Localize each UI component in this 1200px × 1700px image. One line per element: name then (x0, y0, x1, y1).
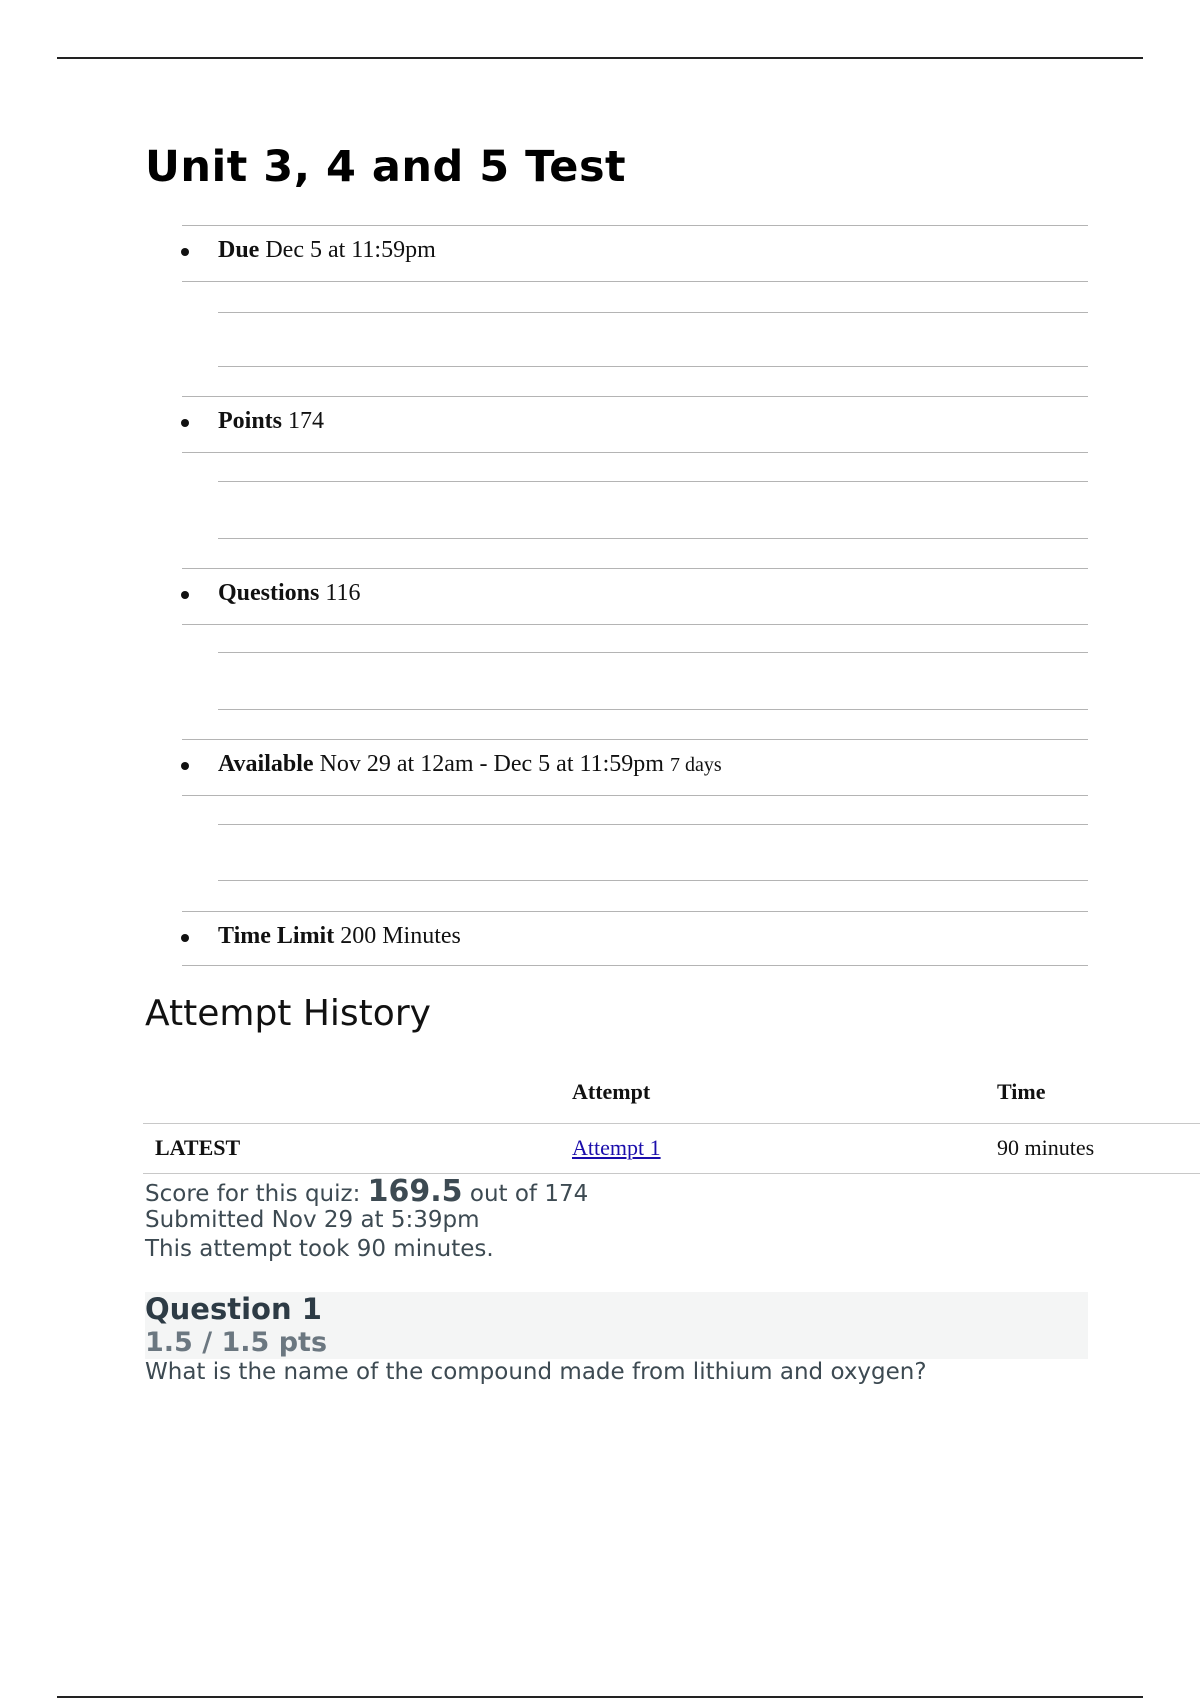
divider (182, 965, 1088, 966)
time-limit-detail (218, 923, 461, 950)
points-label: Points (218, 408, 283, 434)
available-detail (218, 751, 722, 778)
divider (182, 795, 1088, 796)
bullet (181, 419, 189, 427)
available-value: Nov 29 at 12am - Dec 5 at 11:59pm (319, 751, 664, 777)
questions-label: Questions (218, 580, 320, 606)
due-detail (218, 237, 436, 264)
question-points: 1.5 / 1.5 pts (145, 1327, 328, 1358)
bullet (181, 934, 189, 942)
divider (182, 225, 1088, 226)
attempt-time: 90 minutes (997, 1135, 1095, 1160)
divider (218, 481, 1088, 482)
score-prefix: Score for this quiz: (145, 1181, 368, 1207)
question-text: What is the name of the compound made from lithium and oxygen? (145, 1359, 927, 1385)
points-detail (218, 408, 324, 435)
time-limit-label: Time Limit (218, 923, 335, 949)
score-line (145, 1174, 588, 1209)
column-header-attempt: Attempt (572, 1079, 651, 1104)
divider (182, 396, 1088, 397)
divider (218, 312, 1088, 313)
divider (182, 452, 1088, 453)
divider (182, 568, 1088, 569)
question-title: Question 1 (145, 1292, 322, 1326)
divider (218, 366, 1088, 367)
due-label: Due (218, 237, 260, 263)
column-header-time: Time (997, 1079, 1046, 1104)
divider (182, 624, 1088, 625)
attempt-link[interactable]: Attempt 1 (572, 1135, 661, 1160)
bullet (181, 591, 189, 599)
page-top-rule (57, 57, 1143, 59)
questions-detail (218, 580, 360, 607)
divider (218, 709, 1088, 710)
divider (182, 739, 1088, 740)
divider (218, 652, 1088, 653)
divider (182, 281, 1088, 282)
page-title: Unit 3, 4 and 5 Test (145, 142, 627, 192)
duration-line: This attempt took 90 minutes. (145, 1236, 494, 1262)
time-limit-value: 200 Minutes (340, 923, 461, 949)
points-value: 174 (288, 408, 325, 434)
questions-value: 116 (325, 580, 361, 606)
available-label: Available (218, 751, 314, 777)
divider (218, 538, 1088, 539)
attempt-history-heading: Attempt History (145, 993, 431, 1034)
bullet (181, 248, 189, 256)
due-value: Dec 5 at 11:59pm (265, 237, 436, 263)
submitted-line: Submitted Nov 29 at 5:39pm (145, 1207, 480, 1233)
divider (218, 880, 1088, 881)
table-divider (143, 1123, 1200, 1124)
divider (182, 911, 1088, 912)
divider (218, 824, 1088, 825)
bullet (181, 762, 189, 770)
available-duration: 7 days (669, 754, 722, 776)
score-suffix: out of 174 (462, 1181, 589, 1207)
attempt-status: LATEST (155, 1135, 241, 1160)
score-value: 169.5 (367, 1174, 463, 1209)
attempt-link-cell (572, 1135, 661, 1161)
page-bottom-rule (57, 1696, 1143, 1698)
